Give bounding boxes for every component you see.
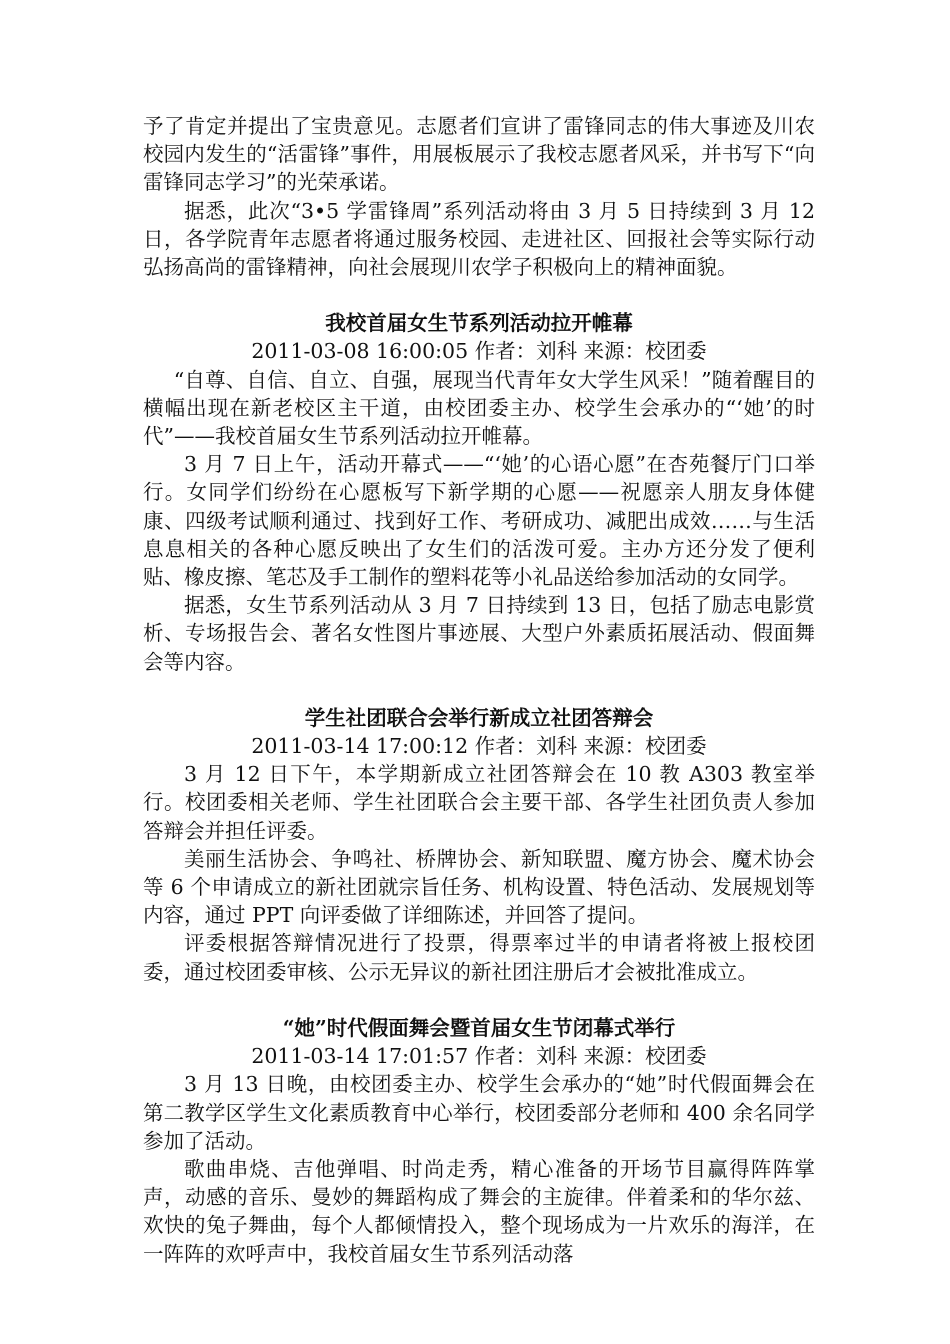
article [143, 309, 815, 676]
article-paragraph: 3 月 12 日下午，本学期新成立社团答辩会在 10 教 A303 教室举行。校团委相关老师、学生社团联合会主要干部、各学生社团负责人参加答辩会并担任评委。 [143, 762, 815, 843]
article-paragraph: 3 月 13 日晚，由校团委主办、校学生会承办的“她”时代假面舞会在第二教学区学生文化素质教育中心举行，校团委部分老师和 400 余名同学参加了活动。 [143, 1072, 815, 1153]
article-paragraph: 3 月 7 日上午，活动开幕式——“‘她’的心语心愿”在杏苑餐厅门口举行。女同学们纷纷在心愿板写下新学期的心愿——祝愿亲人朋友身体健康、四级考试顺利通过、找到好工作、考研成功、减肥出成效……与生活息息相关的各种心愿反映出了女生们的活泼可爱。主办方还分发了便利贴、橡皮擦、笔芯及手工制作的塑料花等小礼品送给参加活动的女同学。 [143, 452, 815, 590]
intro-paragraph: 予了肯定并提出了宝贵意见。志愿者们宣讲了雷锋同志的伟大事迹及川农校园内发生的“活雷锋”事件，用展板展示了我校志愿者风采，并书写下“向雷锋同志学习”的光荣承诺。 [143, 114, 815, 195]
document-page [143, 112, 815, 1268]
article [143, 704, 815, 986]
article-title: 学生社团联合会举行新成立社团答辩会 [304, 705, 654, 730]
article-paragraph: 美丽生活协会、争鸣社、桥牌协会、新知联盟、魔方协会、魔术协会等 6 个申请成立的新社团就宗旨任务、机构设置、特色活动、发展规划等内容，通过 PPT 向评委做了详细陈述，并回答了提问。 [143, 846, 815, 928]
article-paragraph: 评委根据答辩情况进行了投票，得票率过半的申请者将被上报校团委，通过校团委审核、公示无异议的新社团注册后才会被批准成立。 [143, 931, 815, 984]
intro-paragraph: 据悉，此次“3•5 学雷锋周”系列活动将由 3 月 5 日持续到 3 月 12 日，各学院青年志愿者将通过服务校园、走进社区、回报社会等实际行动弘扬高尚的雷锋精神，向社会展现川农学子积极向上的精神面貌。 [143, 198, 815, 280]
article-meta: 2011-03-08 16:00:05 作者：刘科 来源：校团委 [251, 339, 707, 364]
article-paragraph: “自尊、自信、自立、自强，展现当代青年女大学生风采！”随着醒目的横幅出现在新老校区主干道，由校团委主办、校学生会承办的“‘她’的时代”——我校首届女生节系列活动拉开帷幕。 [143, 367, 815, 449]
article-paragraph: 据悉，女生节系列活动从 3 月 7 日持续到 13 日，包括了励志电影赏析、专场报告会、著名女性图片事迹展、大型户外素质拓展活动、假面舞会等内容。 [143, 593, 815, 674]
article-title: “她”时代假面舞会暨首届女生节闭幕式举行 [282, 1015, 676, 1040]
article-paragraph: 歌曲串烧、吉他弹唱、时尚走秀，精心准备的开场节目赢得阵阵掌声，动感的音乐、曼妙的舞蹈构成了舞会的主旋律。伴着柔和的华尔兹、欢快的兔子舞曲，每个人都倾情投入，整个现场成为一片欢乐的海洋，在一阵阵的欢呼声中，我校首届女生节系列活动落 [143, 1156, 815, 1266]
article-title: 我校首届女生节系列活动拉开帷幕 [325, 311, 633, 336]
article-meta: 2011-03-14 17:00:12 作者：刘科 来源：校团委 [251, 734, 707, 759]
article-meta: 2011-03-14 17:01:57 作者：刘科 来源：校团委 [251, 1044, 707, 1069]
article [143, 1014, 815, 1268]
